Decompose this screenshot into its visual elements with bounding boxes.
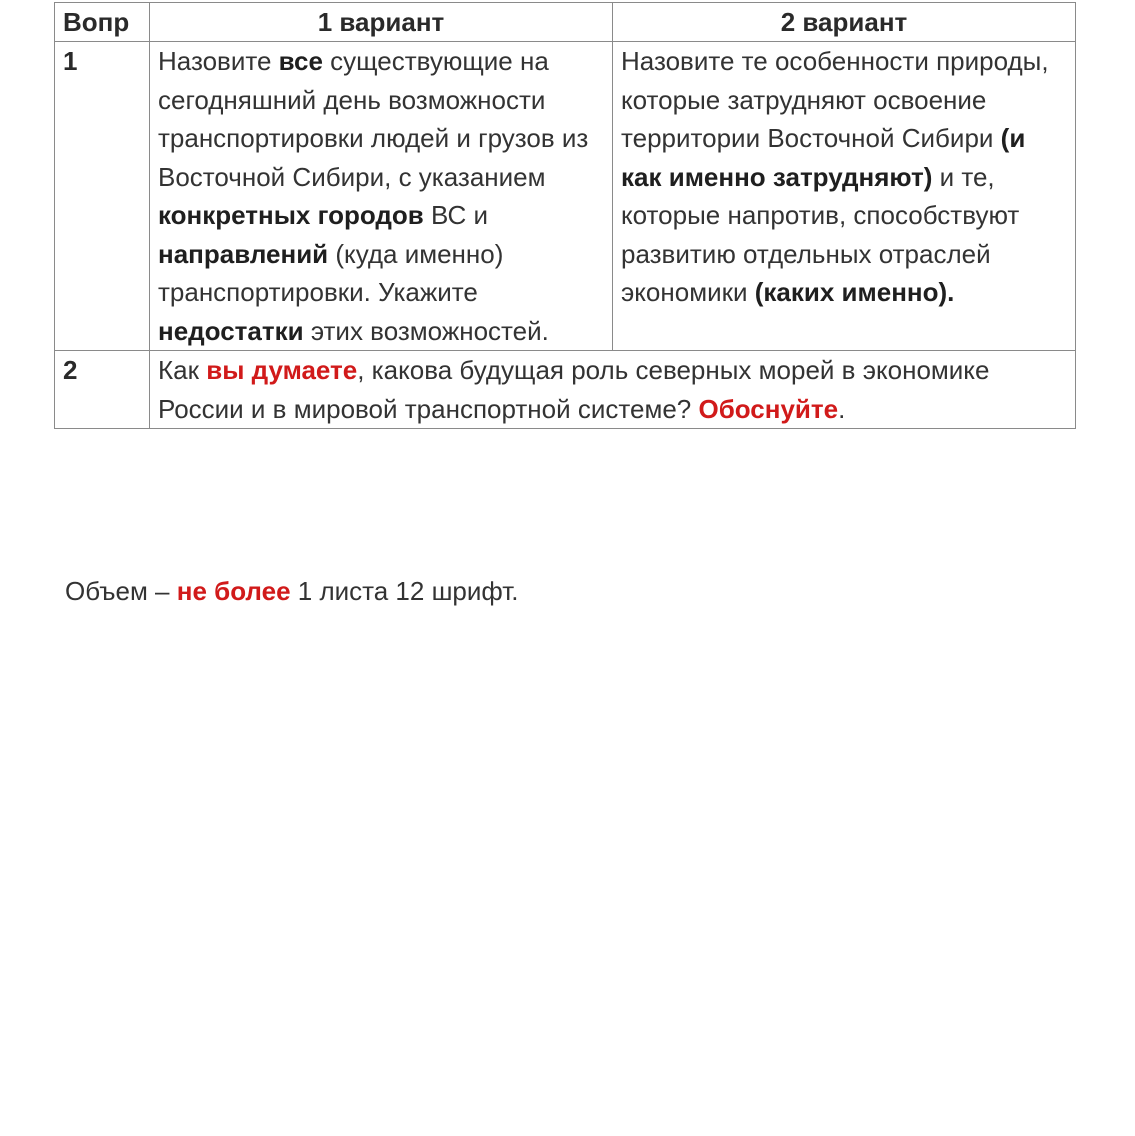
q1v1-bold-directions: направлений [158,238,329,269]
q2-text-3: . [838,393,846,424]
question-1-variant-1 [150,42,613,351]
header-question-number: Вопр [55,3,150,42]
q1v2-bold-how: (и как именно затрудняют) [621,123,1026,192]
q2-red-justify: Обоснуйте [698,393,839,424]
note-text-2: 1 листа 12 шрифт. [290,576,519,606]
q1v1-text-4: (куда именно) транспортировки. Укажите [158,238,504,307]
q1v1-bold-all: все [278,46,323,76]
table-header-row [55,3,1076,42]
table-row-question-1 [55,42,1076,351]
header-variant-2: 2 вариант [613,3,1076,42]
note-text-1: Объем – [65,576,177,606]
volume-note [65,572,519,610]
q1v1-text-2: существующие на сегодняшний день возможности транспортировки людей и грузов из Восточной Сибири, с указанием [158,46,589,192]
question-1-variant-2 [613,42,1076,351]
q2-text-1: Как [158,355,207,385]
table-row-question-2 [55,351,1076,429]
q1v1-bold-cities: конкретных городов [158,200,424,230]
q1v2-text-1: Назовите те особенности природы, которые затрудняют освоение территории Восточной Сибири [621,46,1049,153]
q2-red-think: вы думаете [206,355,358,385]
q1v1-bold-drawbacks: недостатки [158,315,304,346]
questions-table [54,2,1076,429]
q1v2-bold-which: (каких именно). [754,277,955,307]
q1v1-text-1: Назовите [158,46,279,76]
q1v1-text-3: ВС и [423,200,488,230]
question-2-text [150,351,1076,429]
q1v1-text-5: этих возможностей. [303,315,549,346]
q1v2-text-2: и те, которые напротив, способствуют развитию отдельных отраслей экономики [621,161,1020,307]
header-variant-1: 1 вариант [150,3,613,42]
note-red-limit: не более [176,576,291,606]
question-2-number: 2 [55,351,150,429]
q2-text-2: , какова будущая роль северных морей в экономике России и в мировой транспортной системе? [158,355,990,424]
question-1-number: 1 [55,42,150,351]
